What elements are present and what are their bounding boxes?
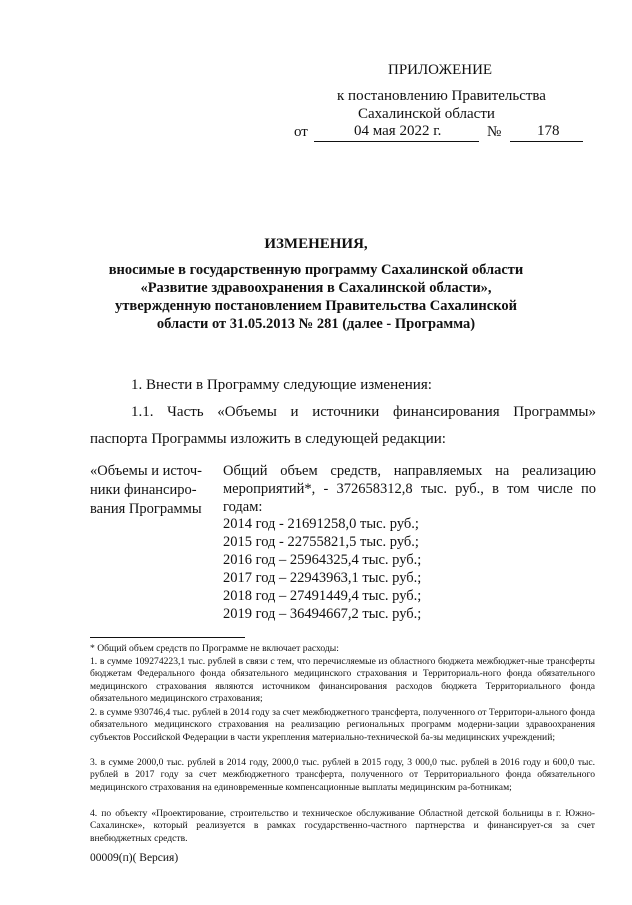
- from-label: от: [294, 124, 308, 140]
- item-1-1-line-2: паспорта Программы изложить в следующей редакции:: [90, 431, 446, 447]
- title-line-2: вносимые в государственную программу Сахалинской области: [108, 262, 524, 278]
- document-title: ИЗМЕНЕНИЯ,: [264, 236, 368, 252]
- footnote-2: 2. в сумме 930746,4 тыс. рублей в 2014 году за счет межбюджетного трансферта, полученного от Территори-ального фонда обязательного медицинского страхования на реализацию региональных программ модерни-зации здравоохранения субъектов Российской Федерации в части укрепления материально-технической ба-зы медицинских учреждений;: [90, 707, 595, 743]
- resolution-date: 04 мая 2022 г.: [354, 123, 442, 139]
- item-1: 1. Внести в Программу следующие изменения:: [131, 377, 432, 393]
- footnote-intro: * Общий объем средств по Программе не включает расходы:: [90, 643, 339, 654]
- year-2015: 2015 год - 22755821,5 тыс. руб.;: [223, 534, 419, 550]
- financing-label-1: «Объемы и источ-: [90, 463, 202, 479]
- footnote-separator: [90, 637, 245, 638]
- financing-text-2: мероприятий*, - 372658312,8 тыс. руб., в том числе по: [223, 481, 596, 497]
- document-code: 00009(п)( Версия): [90, 852, 179, 864]
- resolution-line: к постановлению Правительства: [337, 88, 546, 104]
- financing-text-3: годам:: [223, 499, 263, 515]
- title-line-4: утвержденную постановлением Правительства Сахалинской: [115, 298, 517, 314]
- footnote-3: 3. в сумме 2000,0 тыс. рублей в 2014 году, 2000,0 тыс. рублей в 2015 году, 3 000,0 тыс. рублей в 2016 году и 600,0 тыс. рублей в 2017 году за счет межбюджетного трансферта, полученного от Территориального фонда обязательного медицинского страхования на единовременные компенсационные выплаты медицинским ра-ботникам;: [90, 757, 595, 793]
- financing-text-1: Общий объем средств, направляемых на реализацию: [223, 463, 596, 479]
- number-label: №: [487, 124, 502, 140]
- year-2019: 2019 год – 36494667,2 тыс. руб.;: [223, 606, 422, 622]
- number-underline: [510, 141, 583, 142]
- year-2017: 2017 год – 22943963,1 тыс. руб.;: [223, 570, 422, 586]
- footnote-4: 4. по объекту «Проектирование, строительство и техническое обслуживание Областной детской больницы в г. Южно-Сахалинске», который реализуется в рамках государственно-частного партнерства и финансирует-ся за счет внебюджетных средств.: [90, 808, 595, 844]
- year-2014: 2014 год - 21691258,0 тыс. руб.;: [223, 516, 419, 532]
- appendix-heading: ПРИЛОЖЕНИЕ: [388, 62, 493, 78]
- year-2018: 2018 год – 27491449,4 тыс. руб.;: [223, 588, 422, 604]
- financing-label-3: вания Программы: [90, 501, 202, 517]
- title-line-5: области от 31.05.2013 № 281 (далее - Программа): [156, 316, 476, 332]
- date-underline: [314, 141, 479, 142]
- financing-label-2: ники финансиро-: [90, 482, 197, 498]
- resolution-number: 178: [537, 123, 560, 139]
- footnote-1: 1. в сумме 109274223,1 тыс. рублей в связи с тем, что перечисляемые из областного бюджета межбюджет-ные трансферты бюджетам Федерального фонда обязательного медицинского страхования и Территориаль-ного фонда обязательного медицинского страхования являются источником финансирования расходов бюджета Территориального фонда обязательного медицинского страхования;: [90, 656, 595, 705]
- item-1-1-line-1: 1.1. Часть «Объемы и источники финансирования Программы»: [131, 404, 596, 420]
- title-line-3: «Развитие здравоохранения в Сахалинской области»,: [140, 280, 492, 296]
- year-2016: 2016 год – 25964325,4 тыс. руб.;: [223, 552, 422, 568]
- region-line: Сахалинской области: [358, 106, 495, 122]
